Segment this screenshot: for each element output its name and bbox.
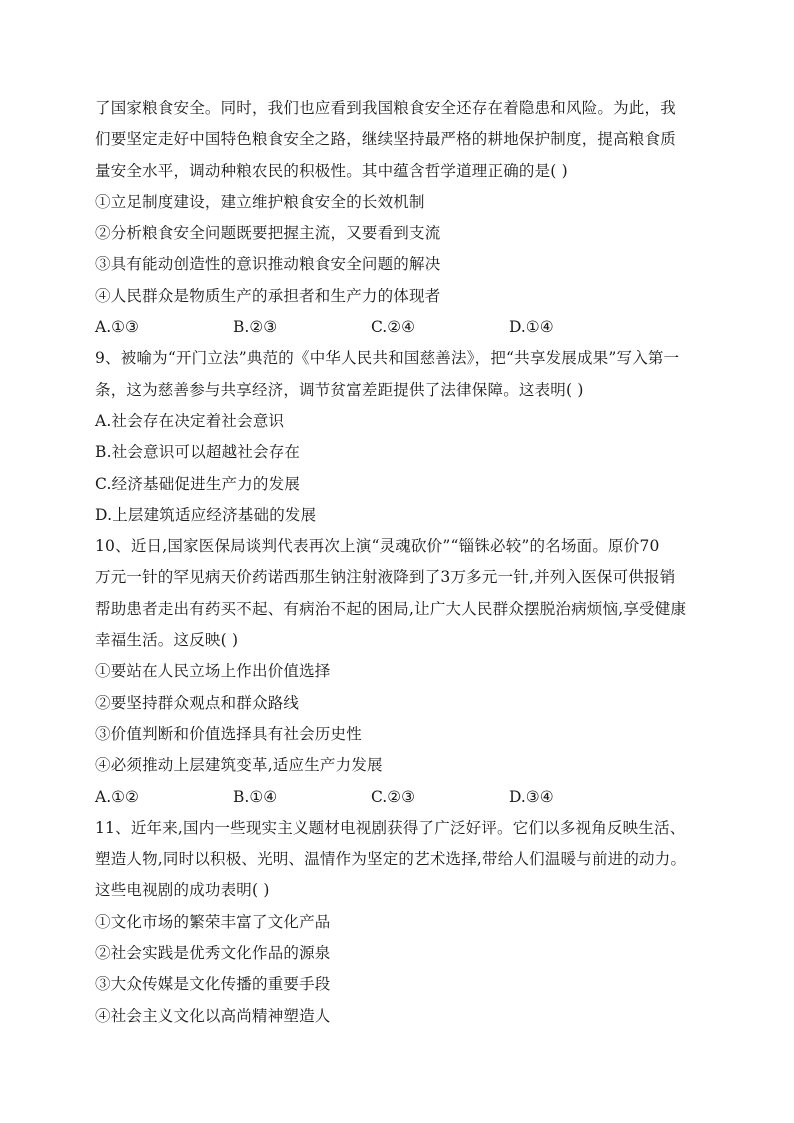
question-8-statement-2: ②分析粮食安全问题既要把握主流，又要看到支流 — [95, 224, 441, 243]
question-9-option-b: B.社会意识可以超越社会存在 — [95, 443, 301, 462]
question-9-option-c: C.经济基础促进生产力的发展 — [95, 474, 301, 493]
question-10-statement-2: ②要坚持群众观点和群众路线 — [95, 693, 300, 712]
question-8-option-b: B.②③ — [233, 318, 278, 337]
question-10-stem-line-1: 10、近日,国家医保局谈判代表再次上演“灵魂砍价”“锱铢必较”的名场面。原价70 — [95, 537, 660, 556]
question-10-stem-line-2: 万元一针的罕见病天价药诺西那生钠注射液降到了3万多元一针,并列入医保可供报销 — [95, 568, 676, 587]
question-8-option-c: C.②④ — [371, 318, 416, 337]
question-11-stem-line-2: 塑造人物,同时以积极、光明、温情作为坚定的艺术选择,带给人们温暖与前进的动力。 — [95, 850, 687, 869]
question-11-stem-line-3: 这些电视剧的成功表明( ) — [95, 881, 270, 900]
question-8-option-a: A.①③ — [95, 318, 139, 337]
question-11-statement-3: ③大众传媒是文化传播的重要手段 — [95, 975, 331, 994]
question-10-statement-4: ④必须推动上层建筑变革,适应生产力发展 — [95, 756, 383, 775]
question-9-option-d: D.上层建筑适应经济基础的发展 — [95, 505, 317, 524]
question-8-statement-3: ③具有能动创造性的意识推动粮食安全问题的解决 — [95, 255, 441, 274]
question-10 — [95, 531, 705, 813]
question-10-stem-line-4: 幸福生活。这反映( ) — [95, 631, 239, 650]
question-10-option-d: D.③④ — [509, 787, 554, 806]
question-10-option-c: C.②③ — [371, 787, 416, 806]
question-11-statement-1: ①文化市场的繁荣丰富了文化产品 — [95, 912, 331, 931]
question-8-options — [95, 312, 705, 343]
question-11-stem-line-1: 11、近年来,国内一些现实主义题材电视剧获得了广泛好评。它们以多视角反映生活、 — [95, 818, 686, 837]
question-8 — [95, 93, 705, 343]
question-9-option-a: A.社会存在决定着社会意识 — [95, 411, 285, 430]
question-9-stem-line-2: 条，这为慈善参与共享经济，调节贫富差距提供了法律保障。这表明( ) — [95, 380, 584, 399]
question-10-stem-line-3: 帮助患者走出有药买不起、有病治不起的困局,让广大人民群众摆脱治病烦恼,享受健康 — [95, 599, 687, 618]
question-8-statement-1: ①立足制度建设，建立维护粮食安全的长效机制 — [95, 192, 425, 211]
question-11 — [95, 813, 705, 1032]
question-9 — [95, 343, 705, 531]
question-10-option-a: A.①② — [95, 787, 139, 806]
question-8-stem-line-1: 了国家粮食安全。同时，我们也应看到我国粮食安全还存在着隐患和风险。为此，我 — [95, 99, 676, 117]
question-10-statement-1: ①要站在人民立场上作出价值选择 — [95, 662, 331, 681]
document-page — [95, 93, 705, 1032]
question-8-option-d: D.①④ — [509, 318, 554, 337]
question-10-statement-3: ③价值判断和价值选择具有社会历史性 — [95, 724, 362, 743]
question-8-stem-line-2: 们要坚定走好中国特色粮食安全之路，继续坚持最严格的耕地保护制度，提高粮食质 — [95, 130, 676, 149]
question-8-statement-4: ④人民群众是物质生产的承担者和生产力的体现者 — [95, 286, 441, 305]
question-11-statement-4: ④社会主义文化以高尚精神塑造人 — [95, 1006, 331, 1025]
question-11-statement-2: ②社会实践是优秀文化作品的源泉 — [95, 944, 331, 963]
question-10-option-b: B.①④ — [233, 787, 278, 806]
question-10-options — [95, 782, 705, 813]
question-8-stem-line-3: 量安全水平，调动种粮农民的积极性。其中蕴含哲学道理正确的是( ) — [95, 161, 568, 180]
question-9-stem-line-1: 9、被喻为“开门立法”典范的《中华人民共和国慈善法》，把“共享发展成果”写入第一 — [95, 349, 680, 368]
